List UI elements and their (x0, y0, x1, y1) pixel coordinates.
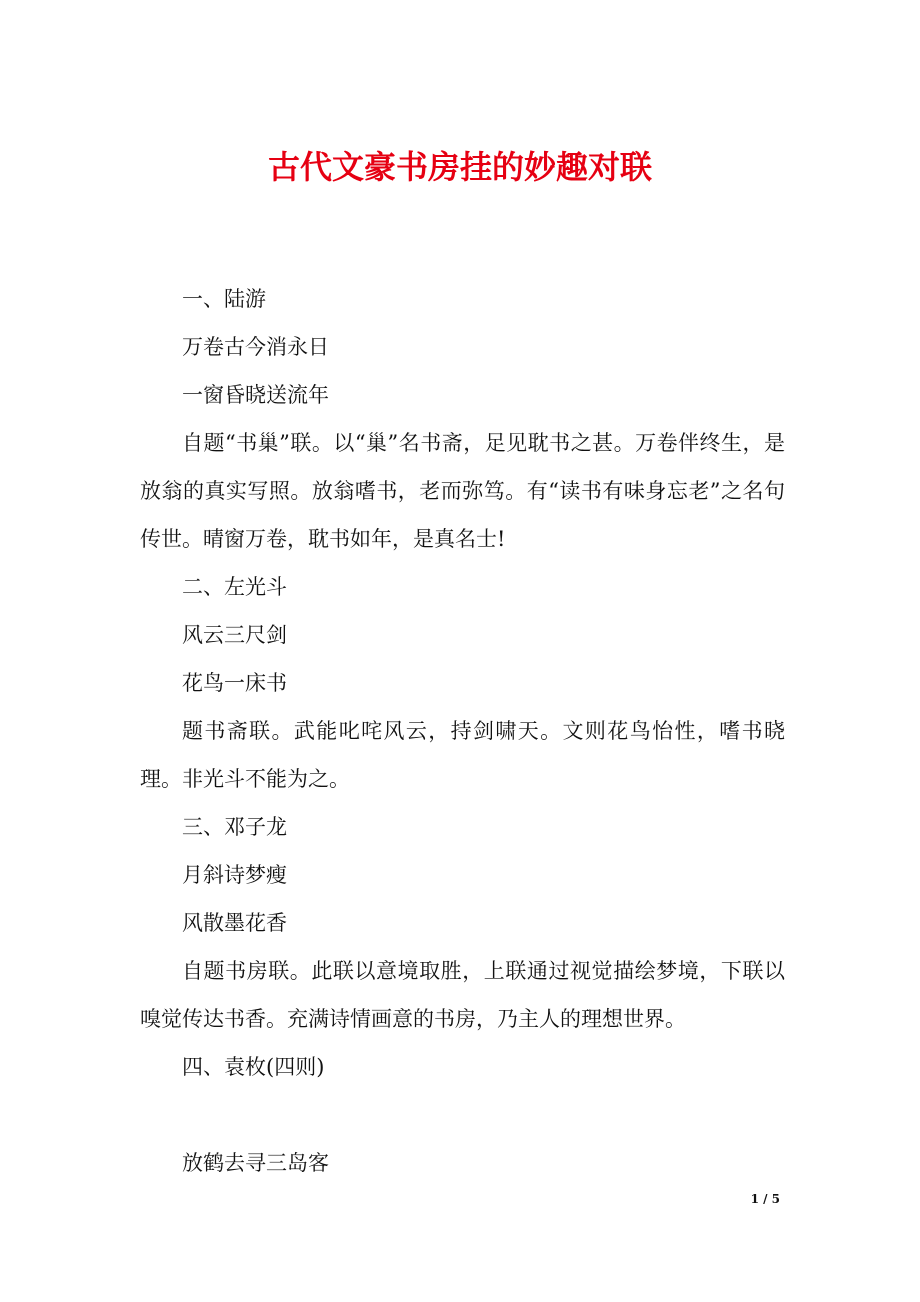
blank-line (140, 1091, 785, 1139)
document-body (140, 275, 785, 1187)
document-title: 古代文豪书房挂的妙趣对联 (267, 148, 652, 186)
section-heading-lu-you: 一、陆游 (182, 287, 266, 311)
couplet-line: 一窗昏晓送流年 (182, 383, 329, 407)
section-heading-deng-zilong: 三、邓子龙 (182, 815, 287, 839)
section-heading-zuo-guangdou: 二、左光斗 (182, 575, 287, 599)
commentary-paragraph: 自题书房联。此联以意境取胜，上联通过视觉描绘梦境，下联以嗅觉传达书香。充满诗情画意的书房，乃主人的理想世界。 (140, 959, 785, 1031)
couplet-line: 花鸟一床书 (182, 671, 287, 695)
couplet-line: 风散墨花香 (182, 911, 287, 935)
section-heading-yuan-mei: 四、袁枚(四则) (182, 1055, 325, 1079)
couplet-line: 万卷古今消永日 (182, 335, 329, 359)
couplet-line: 月斜诗梦瘦 (182, 863, 287, 887)
page-number: 1 / 5 (750, 1192, 780, 1206)
commentary-paragraph: 自题“书巢”联。以“巢”名书斋，足见耽书之甚。万卷伴终生，是放翁的真实写照。放翁嗜书，老而弥笃。有“读书有味身忘老”之名句传世。晴窗万卷，耽书如年，是真名士! (140, 431, 785, 551)
commentary-paragraph: 题书斋联。武能叱咤风云，持剑啸天。文则花鸟怡性，嗜书晓理。非光斗不能为之。 (140, 719, 785, 791)
couplet-line: 放鹤去寻三岛客 (182, 1151, 329, 1175)
couplet-line: 风云三尺剑 (182, 623, 287, 647)
